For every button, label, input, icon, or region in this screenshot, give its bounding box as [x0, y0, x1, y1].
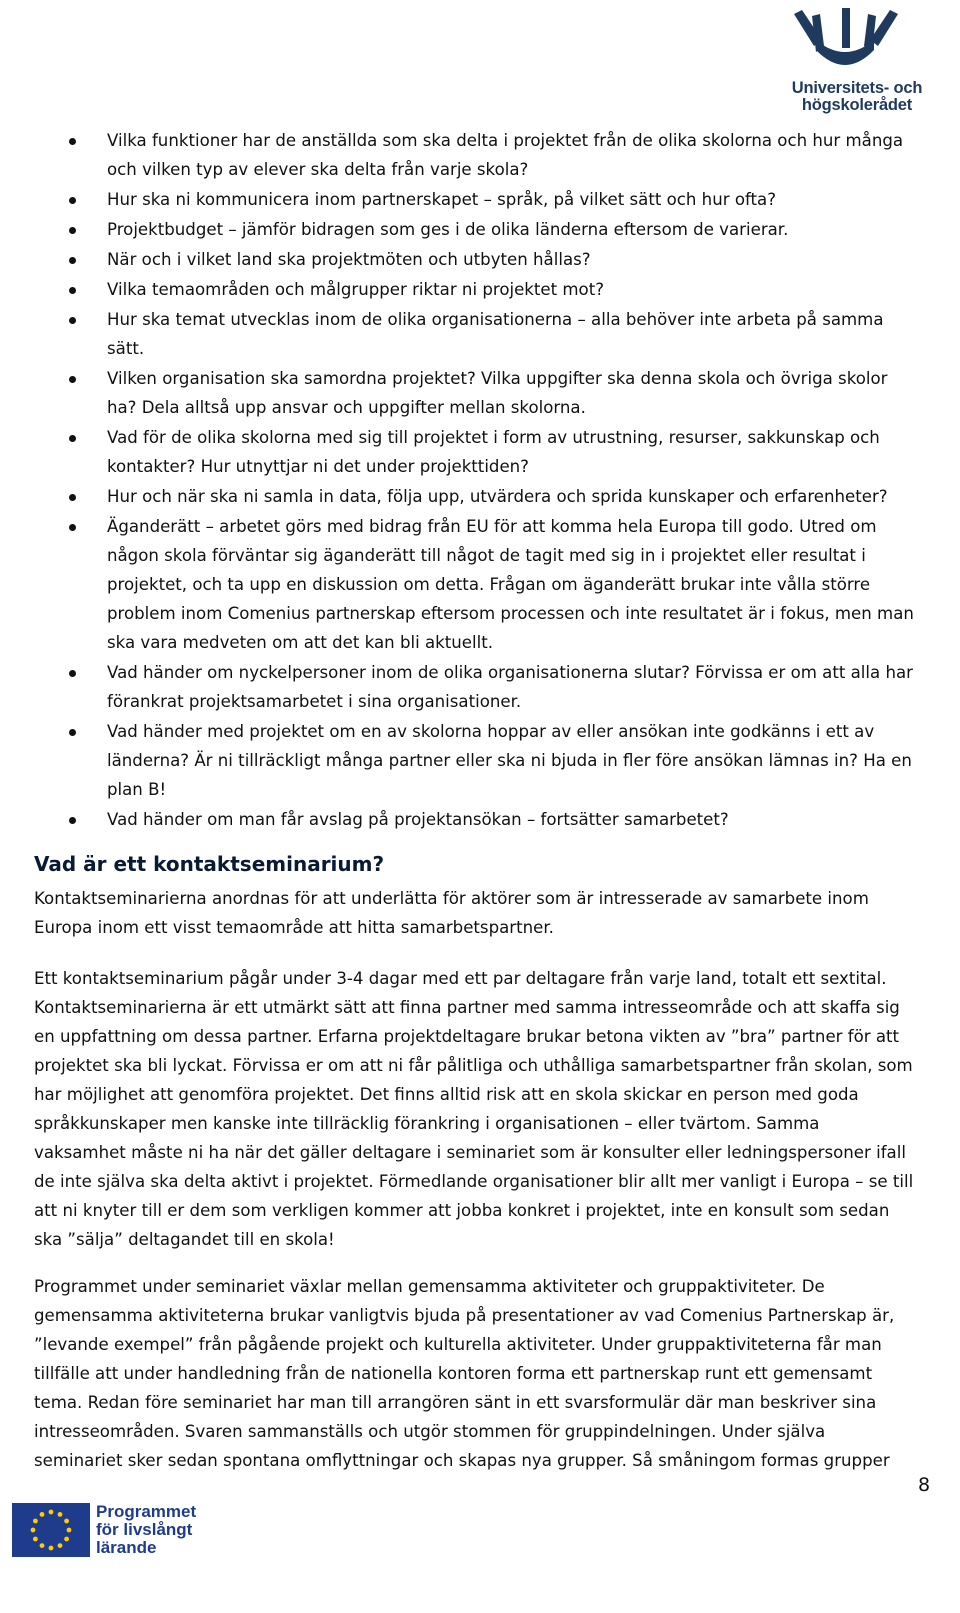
list-item-text: Vad händer om man får avslag på projektansökan – fortsätter samarbetet? — [107, 810, 729, 829]
list-item — [64, 482, 914, 511]
list-item — [64, 275, 914, 304]
list-item-text: När och i vilket land ska projektmöten och utbyten hållas? — [107, 250, 591, 269]
list-item-text: Hur och när ska ni samla in data, följa upp, utvärdera och sprida kunskaper och erfarenheter? — [107, 487, 888, 506]
bullet-icon — [69, 435, 76, 442]
paragraph-intro: Kontaktseminarierna anordnas för att underlätta för aktörer som är intresserade av samarbete inom Europa inom ett visst temaområde att hitta samarbetspartner. — [34, 889, 869, 937]
bullet-icon — [69, 524, 76, 531]
bullet-icon — [69, 317, 76, 324]
bullet-icon — [69, 197, 76, 204]
paragraph-program: Programmet under seminariet växlar mellan gemensamma aktiviteter och gruppaktiviteter. De gemensamma aktiviteterna brukar vanligtvis bjuda på presentationer av vad Comenius Partnerskap är, ”levande exempel” från pågående projekt och kulturella aktiviteter. Under gruppaktiviteterna får man tillfälle att under handledning från de nationella kontoren forma ett partnerskap runt ett gemensamt tema. Redan före seminariet har man till arrangören sänt in ett svarsformulär där man beskriver sina intresseområden. Svaren sammanställs och utgör stommen för gruppindelningen. Under själva seminariet sker sedan spontana omflyttningar och skapas nya grupper. Så småningom formas grupper — [34, 1277, 895, 1470]
list-item — [64, 126, 914, 184]
bullet-icon — [69, 138, 76, 145]
bullet-icon — [69, 376, 76, 383]
uhr-logo-text — [782, 80, 932, 114]
bullet-icon — [69, 287, 76, 294]
list-item-text: Äganderätt – arbetet görs med bidrag från EU för att komma hela Europa till godo. Utred om någon skola förväntar sig äganderätt till något de tagit med sig in i projektet eller resultat i projektet, och ta upp en diskussion om detta. Frågan om äganderätt brukar inte vålla större problem inom Comenius partnerskap eftersom processen och inte resultatet är i fokus, men man ska vara medveten om att det kan bli aktuellt. — [107, 517, 914, 652]
list-item — [64, 245, 914, 274]
list-item — [64, 215, 914, 244]
list-item-text: Vilka temaområden och målgrupper riktar ni projektet mot? — [107, 280, 605, 299]
bullet-icon — [69, 257, 76, 264]
bullet-icon — [69, 817, 76, 824]
list-item — [64, 305, 914, 363]
list-item — [64, 717, 914, 804]
list-item-text: Projektbudget – jämför bidragen som ges i de olika länderna eftersom de varierar. — [107, 220, 789, 239]
uhr-logo — [782, 6, 932, 116]
eu-logo-line-3: lärande — [96, 1538, 157, 1557]
bullet-icon — [69, 670, 76, 677]
bullet-list — [64, 126, 914, 835]
eu-logo-line-1: Programmet — [96, 1502, 197, 1521]
list-item — [64, 658, 914, 716]
uhr-logo-line-1: Universitets- och — [791, 79, 923, 97]
bullet-icon — [69, 729, 76, 736]
eu-flag-icon — [12, 1503, 90, 1557]
list-item-text: Vad händer med projektet om en av skolorna hoppar av eller ansökan inte godkänns i ett av länderna? Är ni tillräckligt många partner eller ska ni bjuda in fler före ansökan lämnas in? Ha en plan B! — [107, 722, 912, 799]
list-item-text: Hur ska temat utvecklas inom de olika organisationerna – alla behöver inte arbeta på samma sätt. — [107, 310, 884, 358]
list-item-text: Hur ska ni kommunicera inom partnerskapet – språk, på vilket sätt och hur ofta? — [107, 190, 776, 209]
section-heading: Vad är ett kontaktseminarium? — [34, 852, 385, 876]
bullet-icon — [69, 227, 76, 234]
uhr-logo-line-2: högskolerådet — [801, 96, 913, 114]
list-item — [64, 512, 914, 657]
eu-program-logo-text — [96, 1503, 196, 1557]
page-number: 8 — [918, 1474, 931, 1496]
paragraph-seminar: Ett kontaktseminarium pågår under 3-4 dagar med ett par deltagare från varje land, totalt ett sextital. Kontaktseminarierna är ett utmärkt sätt att finna partner med samma intresseområde och att skaffa sig en uppfattning om dessa partner. Erfarna projektdeltagare brukar betona vikten av ”bra” partner för att projektet ska bli lyckat. Förvissa er om att ni får pålitliga och uthålliga samarbetspartner från skolan, som har möjlighet att genomföra projektet. Det finns alltid risk att en skola skickar en person med goda språkkunskaper men kanske inte tillräcklig förankring i organisationen – eller tvärtom. Samma vaksamhet måste ni ha när det gäller deltagare i seminariet som är konsulter eller ledningspersoner ifall de inte själva ska delta aktivt i projektet. Förmedlande organisationer blir allt mer vanligt i Europa – se till att ni knyter till er dem som verkligen kommer att jobba konkret i projektet, inte en konsult som sedan ska ”sälja” deltagandet till en skola! — [34, 969, 914, 1249]
uhr-emblem-icon — [782, 6, 932, 80]
list-item-text: Vad för de olika skolorna med sig till projektet i form av utrustning, resurser, sakkunskap och kontakter? Hur utnyttjar ni det under projekttiden? — [107, 428, 880, 476]
eu-program-logo — [12, 1503, 202, 1561]
list-item — [64, 805, 914, 834]
list-item — [64, 185, 914, 214]
list-item-text: Vad händer om nyckelpersoner inom de olika organisationerna slutar? Förvissa er om att alla har förankrat projektsamarbetet i sina organisationer. — [107, 663, 913, 711]
list-item — [64, 364, 914, 422]
list-item-text: Vilka funktioner har de anställda som ska delta i projektet från de olika skolorna och hur många och vilken typ av elever ska delta från varje skola? — [107, 131, 904, 179]
bullet-icon — [69, 494, 76, 501]
eu-logo-line-2: för livslångt — [96, 1520, 193, 1539]
list-item-text: Vilken organisation ska samordna projektet? Vilka uppgifter ska denna skola och övriga skolor ha? Dela alltså upp ansvar och uppgifter mellan skolorna. — [107, 369, 888, 417]
list-item — [64, 423, 914, 481]
